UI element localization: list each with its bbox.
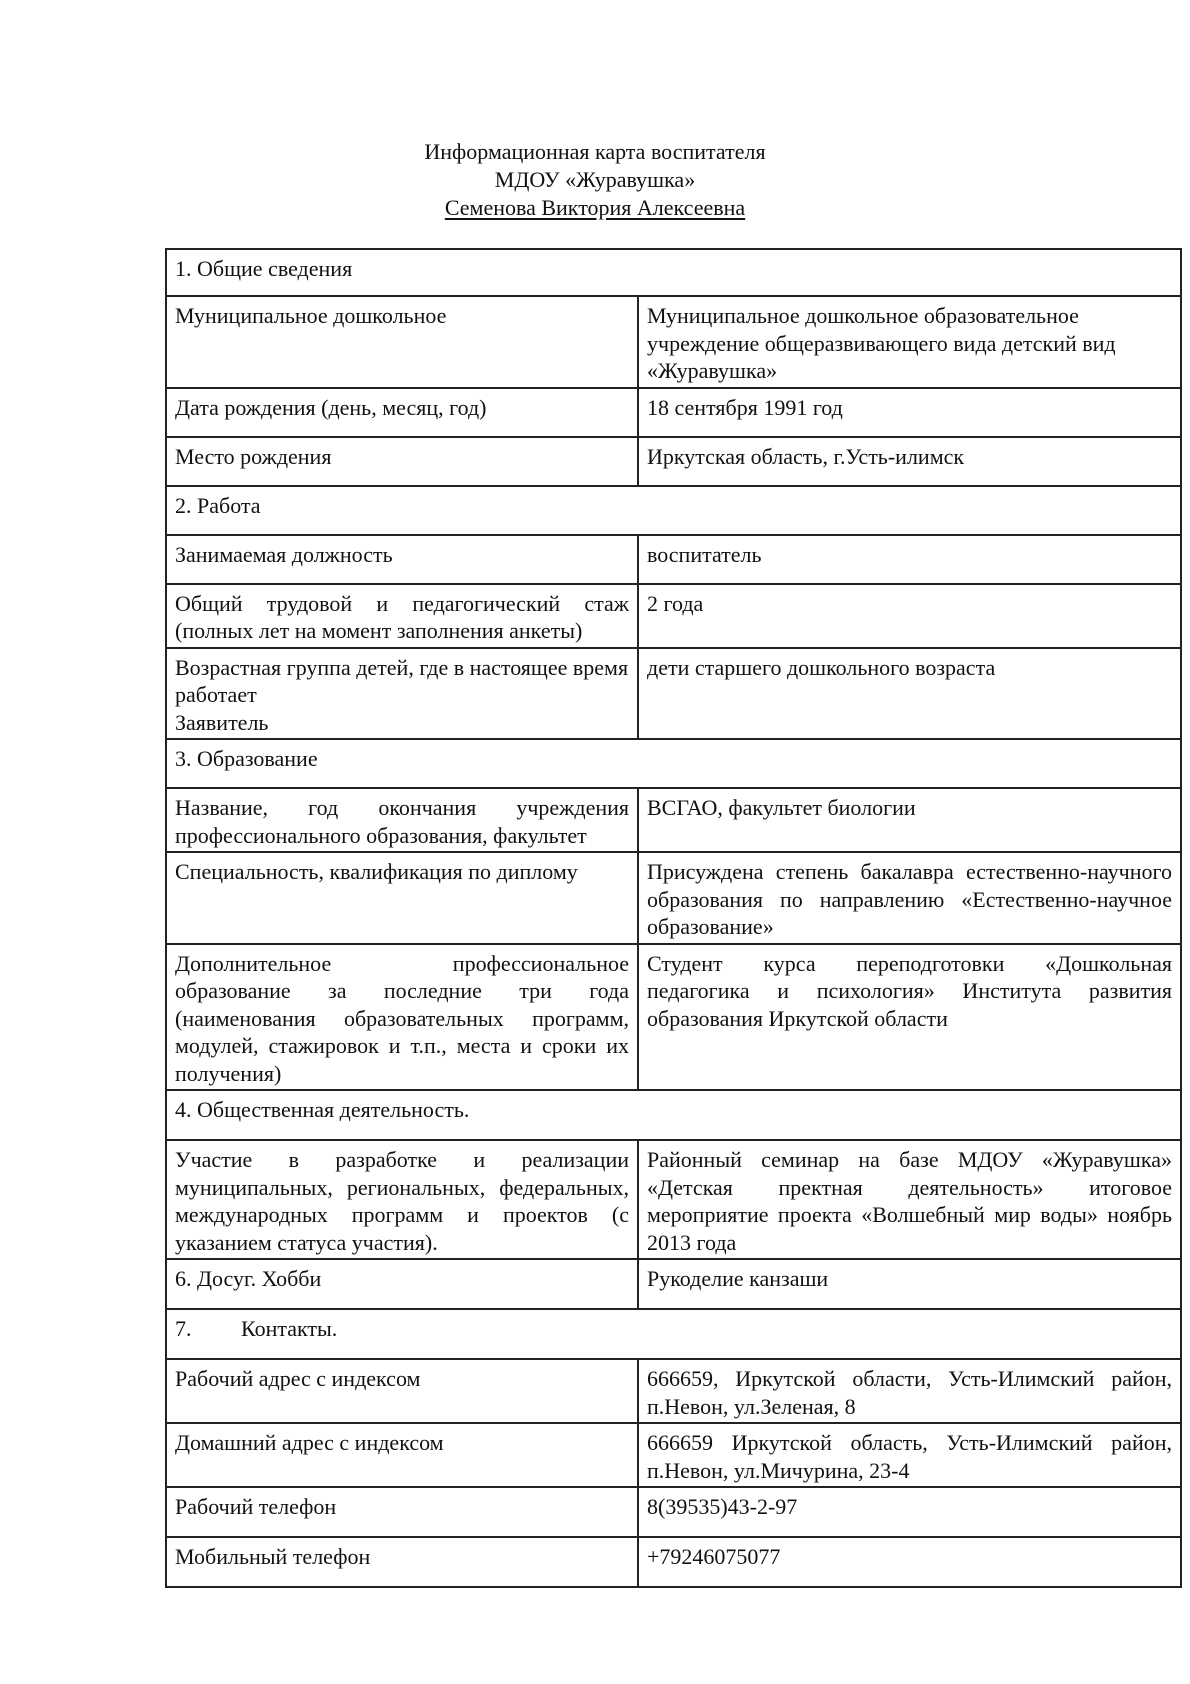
section-row (166, 739, 1181, 788)
row-label-line: Возрастная группа детей, где в настоящее время работает (175, 654, 629, 707)
row-label: Занимаемая должность (166, 535, 638, 584)
section-row (166, 249, 1181, 296)
section-row (166, 1309, 1181, 1359)
table-row (166, 1359, 1181, 1423)
row-label-line: Заявитель (175, 709, 269, 735)
row-value: 8(39535)43-2-97 (638, 1487, 1181, 1537)
row-value: ВСГАО, факультет биологии (638, 788, 1181, 852)
section-row (166, 486, 1181, 535)
table-row (166, 852, 1181, 944)
row-value: дети старшего дошкольного возраста (638, 648, 1181, 740)
table-row (166, 1140, 1181, 1259)
table-row (166, 1423, 1181, 1487)
table-row (166, 584, 1181, 648)
table-row (166, 1487, 1181, 1537)
row-value: +79246075077 (638, 1537, 1181, 1587)
table-row (166, 788, 1181, 852)
row-label: Участие в разработке и реализации муниципальных, региональных, федеральных, международных программ и проектов (с указанием статуса участия). (166, 1140, 638, 1259)
row-value: Присуждена степень бакалавра естественно-научного образования по направлению «Естественно-научное образование» (638, 852, 1181, 944)
row-value: 666659 Иркутской область, Усть-Илимский район, п.Невон, ул.Мичурина, 23-4 (638, 1423, 1181, 1487)
row-label: Общий трудовой и педагогический стаж (полных лет на момент заполнения анкеты) (166, 584, 638, 648)
row-value: 18 сентября 1991 год (638, 388, 1181, 437)
row-value: Студент курса переподготовки «Дошкольная педагогика и психология» Института развития образования Иркутской области (638, 944, 1181, 1091)
document-header (0, 138, 1190, 222)
row-label: Дата рождения (день, месяц, год) (166, 388, 638, 437)
row-value: Районный семинар на базе МДОУ «Журавушка» «Детская пректная деятельность» итоговое мероприятие проекта «Волшебный мир воды» ноябрь 2013 года (638, 1140, 1181, 1259)
table-row (166, 1259, 1181, 1309)
section-education-title: 3. Образование (166, 739, 1181, 788)
row-label: Место рождения (166, 437, 638, 486)
document-title: Информационная карта воспитателя (424, 139, 766, 164)
row-label: Специальность, квалификация по диплому (166, 852, 638, 944)
table-row (166, 388, 1181, 437)
info-card-table (165, 248, 1182, 1588)
table-row (166, 944, 1181, 1091)
row-value: Муниципальное дошкольное образовательное учреждение общеразвивающего вида детский вид «Журавушка» (638, 296, 1181, 388)
row-label: Рабочий телефон (166, 1487, 638, 1537)
table-row (166, 535, 1181, 584)
section-social-title: 4. Общественная деятельность. (166, 1090, 1181, 1140)
organization-name: МДОУ «Журавушка» (494, 167, 696, 192)
table-row (166, 437, 1181, 486)
section-contacts-title (166, 1309, 1181, 1359)
table-row (166, 648, 1181, 740)
leisure-value: Рукоделие канзаши (638, 1259, 1181, 1309)
section-contacts-number: 7. (175, 1316, 192, 1341)
table-row (166, 1537, 1181, 1587)
section-work-title: 2. Работа (166, 486, 1181, 535)
row-label: Мобильный телефон (166, 1537, 638, 1587)
leisure-label: 6. Досуг. Хобби (166, 1259, 638, 1309)
row-label: Домашний адрес с индексом (166, 1423, 638, 1487)
section-row (166, 1090, 1181, 1140)
row-value: 666659, Иркутской области, Усть-Илимский район, п.Невон, ул.Зеленая, 8 (638, 1359, 1181, 1423)
person-name: Семенова Виктория Алексеевна (444, 195, 746, 220)
section-contacts-label: Контакты. (241, 1316, 338, 1341)
section-general-title: 1. Общие сведения (166, 249, 1181, 296)
row-value: Иркутская область, г.Усть-илимск (638, 437, 1181, 486)
table-row (166, 296, 1181, 388)
row-label: Муниципальное дошкольное (166, 296, 638, 388)
row-value: воспитатель (638, 535, 1181, 584)
row-label (166, 648, 638, 740)
row-value: 2 года (638, 584, 1181, 648)
row-label: Рабочий адрес с индексом (166, 1359, 638, 1423)
row-label: Название, год окончания учреждения профессионального образования, факультет (166, 788, 638, 852)
row-label: Дополнительное профессиональное образование за последние три года (наименования образовательных программ, модулей, стажировок и т.п., места и сроки их получения) (166, 944, 638, 1091)
